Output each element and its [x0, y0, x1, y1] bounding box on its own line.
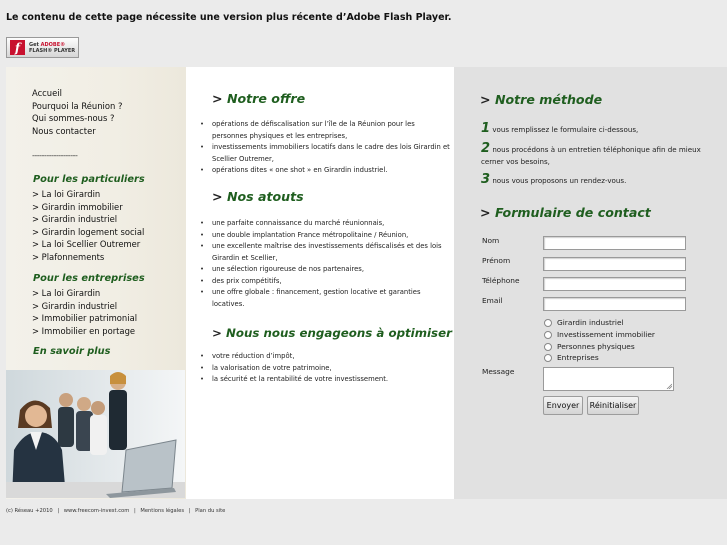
method-step [481, 123, 721, 136]
nav-heading-savoir-plus[interactable]: En savoir plus [33, 346, 111, 357]
footer-separator: | [188, 508, 191, 514]
list-item: • la sécurité et la rentabilité de votre investissement. [200, 374, 452, 386]
step-text: nous vous proposons un rendez-vous. [492, 176, 627, 185]
notre-offre-heading: > Notre offre [212, 91, 306, 106]
step-number: 1 [481, 121, 491, 136]
list-item: • une offre globale : financement, gestion locative et garanties locatives. [200, 287, 452, 310]
nos-atouts-heading: > Nos atouts [212, 189, 304, 204]
method-step [481, 174, 721, 187]
nav-link-pourquoi-reunion[interactable]: Pourquoi la Réunion ? [32, 100, 123, 111]
list-item: • opérations dites « one shot » en Girardin industriel. [200, 165, 452, 177]
telephone-label: Téléphone [482, 276, 520, 285]
message-label: Message [482, 367, 515, 376]
list-item: • des prix compétitifs, [200, 276, 452, 288]
resize-grip-icon[interactable] [666, 383, 672, 389]
engagement-title: Nous nous engageons à optimiser [226, 326, 452, 340]
email-label: Email [482, 296, 503, 305]
nav-link-plafonnements[interactable]: > Plafonnements [32, 251, 105, 262]
nav-separator: ------------------- [32, 151, 78, 160]
nav-list-particuliers [32, 188, 144, 264]
prenom-input[interactable] [543, 257, 686, 271]
nav-heading-particuliers[interactable]: Pour les particuliers [33, 174, 145, 185]
step-text: vous remplissez le formulaire ci-dessous, [492, 125, 639, 134]
nav-link-nous-contacter[interactable]: Nous contacter [32, 125, 96, 136]
radio-label: Girardin industriel [557, 318, 624, 327]
engagement-list [200, 351, 452, 386]
badge-brand-label: ADOBE® [40, 41, 66, 48]
nav-link-girardin-logement-social[interactable]: > Girardin logement social [32, 226, 145, 237]
list-item: • votre réduction d’impôt, [200, 351, 452, 363]
nav-link-immobilier-patrimonial[interactable]: > Immobilier patrimonial [32, 313, 138, 324]
badge-get-label: Get [29, 41, 39, 48]
footer-separator: | [57, 508, 60, 514]
radio-investissement-immobilier[interactable] [544, 330, 655, 339]
contact-panel [454, 67, 727, 499]
offre-list [200, 119, 452, 177]
nom-input[interactable] [543, 236, 686, 250]
footer-url-link[interactable]: www.freecom-invest.com [63, 508, 130, 514]
radio-label: Entreprises [557, 353, 599, 362]
list-item: • opérations de défiscalisation sur l’île de la Réunion pour les personnes physiques et les entreprises, [200, 119, 452, 142]
method-step [481, 143, 721, 167]
badge-player-label: FLASH® PLAYER [29, 47, 76, 54]
get-flash-player-button[interactable] [6, 37, 79, 58]
step-number: 2 [481, 141, 491, 156]
formulaire-title: Formulaire de contact [494, 205, 651, 220]
reinitialiser-button[interactable]: Réinitialiser [587, 396, 639, 415]
nav-link-ent-loi-girardin[interactable]: > La loi Girardin [32, 288, 101, 298]
atouts-list [200, 218, 452, 310]
nav-link-qui-sommes-nous[interactable]: Qui sommes-nous ? [32, 113, 115, 123]
email-input[interactable] [543, 297, 686, 311]
radio-button[interactable] [544, 319, 552, 327]
main-nav [32, 87, 122, 137]
nav-link-girardin-immobilier[interactable]: > Girardin immobilier [32, 201, 123, 212]
nav-link-loi-scellier-outremer[interactable]: > La loi Scellier Outremer [32, 239, 141, 250]
list-item: • une sélection rigoureuse de nos partenaires, [200, 264, 452, 276]
flash-f-icon: f [10, 40, 25, 55]
message-textarea[interactable] [543, 367, 674, 391]
team-photo [6, 370, 185, 498]
nav-link-loi-girardin[interactable]: > La loi Girardin [32, 189, 101, 199]
list-item: • une double implantation France métropolitaine / Réunion, [200, 230, 452, 242]
radio-label: Personnes physiques [557, 342, 635, 351]
step-text: nous procédons à un entretien téléphonique afin de mieux cerner vos besoins, [481, 145, 701, 166]
nav-link-accueil[interactable]: Accueil [32, 88, 62, 98]
left-sidebar [6, 67, 186, 499]
footer [6, 508, 228, 514]
nav-link-ent-girardin-industriel[interactable]: > Girardin industriel [32, 300, 118, 311]
radio-button[interactable] [544, 354, 552, 362]
telephone-input[interactable] [543, 277, 686, 291]
list-item: • la valorisation de votre patrimoine, [200, 363, 452, 375]
footer-mentions-link[interactable]: Mentions légales [140, 508, 185, 514]
radio-button[interactable] [544, 343, 552, 351]
radio-girardin-industriel[interactable] [544, 318, 624, 327]
flash-notice: Le contenu de cette page nécessite une version plus récente d’Adobe Flash Player. [6, 12, 452, 23]
step-number: 3 [481, 172, 491, 187]
notre-offre-title: Notre offre [226, 91, 306, 106]
footer-separator: | [133, 508, 136, 514]
notre-methode-title: Notre méthode [494, 92, 603, 107]
flash-badge-text [29, 42, 75, 54]
notre-methode-heading: > Notre méthode [480, 92, 603, 107]
radio-personnes-physiques[interactable] [544, 342, 635, 351]
list-item: • investissements immobiliers locatifs dans le cadre des lois Girardin et Scellier Outremer, [200, 142, 452, 165]
nav-heading-entreprises[interactable]: Pour les entreprises [33, 273, 145, 284]
prenom-label: Prénom [482, 256, 511, 265]
footer-plan-link[interactable]: Plan du site [195, 508, 226, 514]
list-item: • une excellente maîtrise des investissements défiscalisés et des lois Girardin et Scellier, [200, 241, 452, 264]
radio-button[interactable] [544, 331, 552, 339]
nos-atouts-title: Nos atouts [226, 189, 304, 204]
nav-link-girardin-industriel[interactable]: > Girardin industriel [32, 214, 118, 225]
footer-copyright: (c) Réseau +2010 [6, 508, 53, 514]
envoyer-button[interactable]: Envoyer [543, 396, 583, 415]
nav-list-entreprises [32, 287, 137, 337]
content-column [186, 67, 454, 499]
engagement-heading: > Nous nous engageons à optimiser [212, 326, 452, 340]
nav-link-immobilier-portage[interactable]: > Immobilier en portage [32, 325, 136, 336]
nom-label: Nom [482, 236, 500, 245]
list-item: • une parfaite connaissance du marché réunionnais, [200, 218, 452, 230]
radio-entreprises[interactable] [544, 353, 599, 362]
main-page [6, 67, 727, 499]
radio-label: Investissement immobilier [557, 330, 655, 339]
formulaire-heading: > Formulaire de contact [480, 205, 651, 220]
